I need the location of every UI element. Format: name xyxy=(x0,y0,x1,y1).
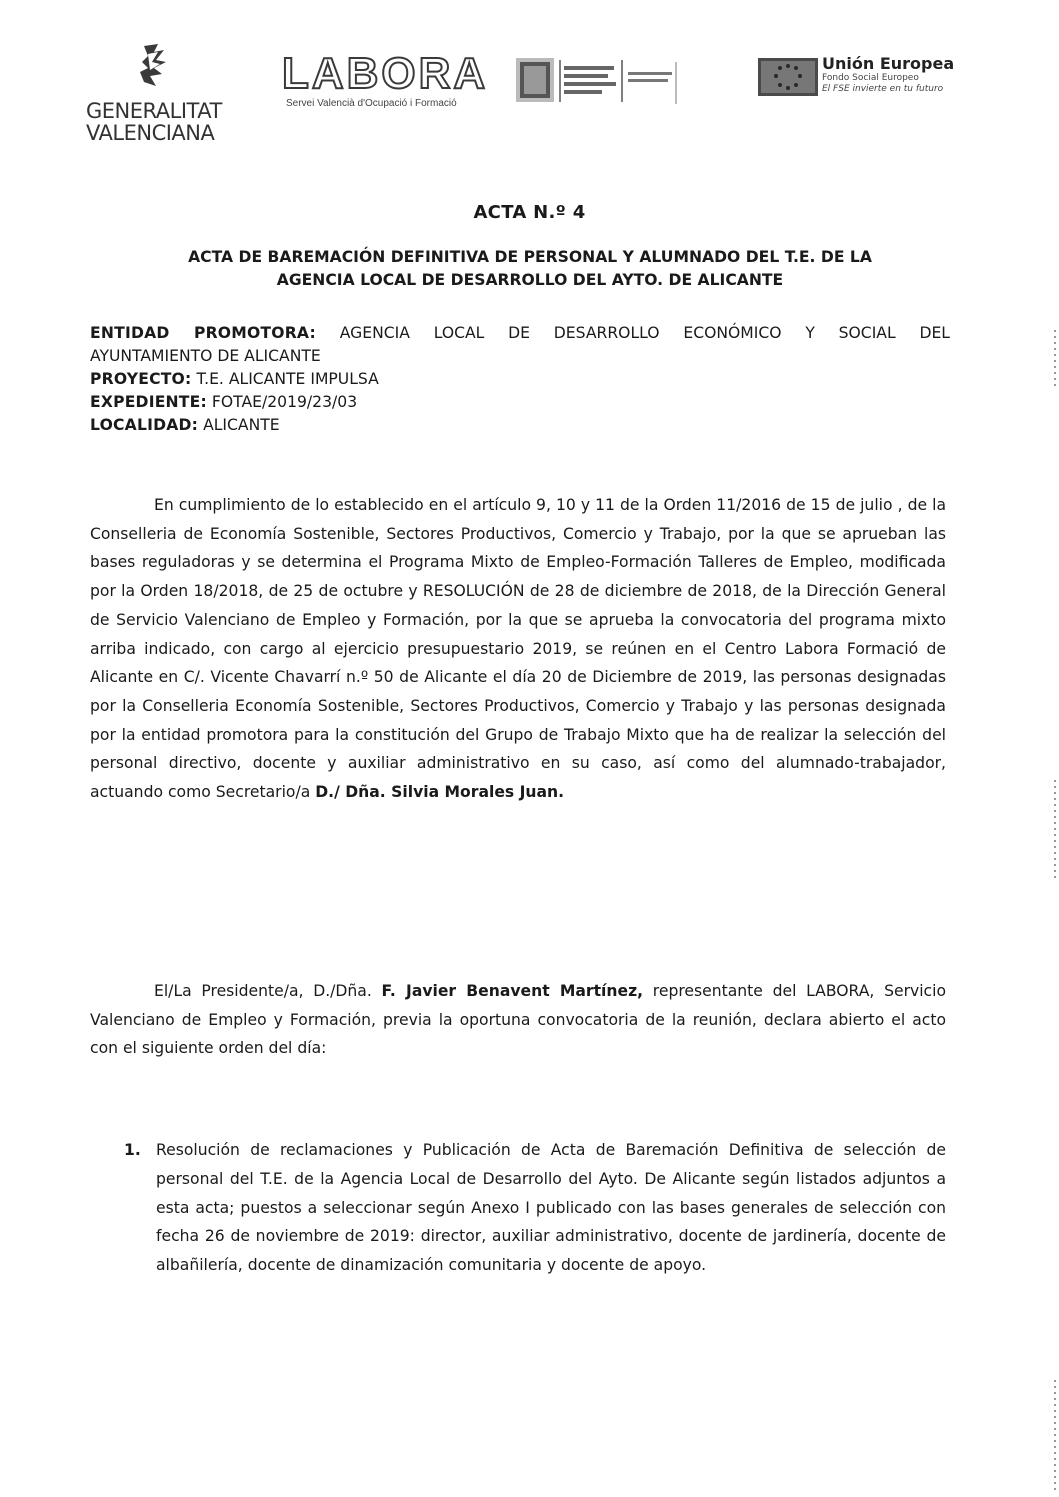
proyecto-row xyxy=(90,368,950,391)
generalitat-valenciana-logo xyxy=(86,42,226,154)
secretary-name: D./ Dña. Silvia Morales Juan. xyxy=(315,783,565,802)
paragraph-convocatoria xyxy=(90,491,946,807)
eu-fund: Fondo Social Europeo xyxy=(822,73,919,83)
localidad-row xyxy=(90,414,950,437)
proyecto-label: PROYECTO: xyxy=(90,370,192,388)
localidad-value: ALICANTE xyxy=(203,416,280,434)
paragraph2-post: representante del LABORA, Servicio Valenciano de Empleo y Formación, previa la oportuna convocatoria de la reunión, declara abierto el acto con el siguiente orden del día: xyxy=(90,982,946,1058)
labora-logo xyxy=(282,49,489,112)
generalitat-line2: VALENCIANA xyxy=(86,121,215,145)
acta-title-line1: ACTA DE BAREMACIÓN DEFINITIVA DE PERSONAL Y ALUMNADO DEL T.E. DE LA xyxy=(188,248,872,266)
scan-edge-mark xyxy=(1054,1380,1056,1490)
paragraph-presidente xyxy=(90,977,946,1063)
localidad-label: LOCALIDAD: xyxy=(90,416,199,434)
president-name: F. Javier Benavent Martínez, xyxy=(381,982,644,1000)
entidad-row xyxy=(90,322,950,345)
eu-slogan: El FSE invierte en tu futuro xyxy=(822,84,944,94)
expediente-value: FOTAE/2019/23/03 xyxy=(211,393,358,411)
expediente-label: EXPEDIENTE: xyxy=(90,393,207,411)
eu-flag-icon xyxy=(758,58,818,96)
agenda-item-text: Resolución de reclamaciones y Publicación de Acta de Baremación Definitiva de selección de personal del T.E. de la Agencia Local de Desarrollo del Ayto. De Alicante según listados adjuntos a esta acta; puestos a seleccionar según Anexo I publicado con las bases generales de selección con fecha 26 de noviembre de 2019: director, auxiliar administrativo, docente de jardinería, docente de albañilería, docente de dinamización comunitaria y docente de apoyo. xyxy=(156,1141,946,1275)
labora-subtitle: Servei Valencià d'Ocupació i Formació xyxy=(286,98,457,109)
labora-wordmark: LABORA xyxy=(282,49,489,98)
generalitat-emblem-icon xyxy=(136,42,172,92)
paragraph2-pre: El/La Presidente/a, D./Dña. xyxy=(154,982,372,1000)
acta-number: ACTA N.º 4 xyxy=(473,202,586,223)
eu-logo-text xyxy=(822,54,982,95)
paragraph1-text: En cumplimiento de lo establecido en el artículo 9, 10 y 11 de la Orden 11/2016 de 15 de julio , de la Conselleria de Economía Sostenible, Sectores Productivos, Comercio y Trabajo, por la que se aprueban las bases reguladoras y se determina el Programa Mixto de Empleo-Formación Talleres de Empleo, modificada por la Orden 18/2018, de 25 de octubre y RESOLUCIÓN de 28 de diciembre de 2018, de la Dirección General de Servicio Valenciano de Empleo y Formación, por la que se aprueba la convocatoria del programa mixto arriba indicado, con cargo al ejercicio presupuestario 2019, se reúnen en el Centro Labora Formació de Alicante en C/. Vicente Chavarrí n.º 50 de Alicante el día 20 de Diciembre de 2019, las personas designadas por la Conselleria Economía Sostenible, Sectores Productivos, Comercio y Trabajo y las personas designada por la entidad promotora para la constitución del Grupo de Trabajo Mixto que ha de realizar la selección del personal directivo, docente y auxiliar administrativo en su caso, así como del alumnado-trabajador, actuando como Secretario/a xyxy=(90,496,946,802)
entidad-label: ENTIDAD PROMOTORA: xyxy=(90,324,316,342)
generalitat-line1: GENERALITAT xyxy=(86,99,222,123)
agenda-item-number: 1. xyxy=(124,1141,141,1159)
entidad-value-line2: AYUNTAMIENTO DE ALICANTE xyxy=(90,347,321,365)
acta-title-line2: AGENCIA LOCAL DE DESARROLLO DEL AYTO. DE ALICANTE xyxy=(276,271,784,289)
gobierno-espana-logo xyxy=(516,56,678,106)
scan-edge-mark xyxy=(1054,330,1056,390)
eu-title: Unión Europea xyxy=(822,54,955,73)
expediente-row xyxy=(90,391,950,414)
info-block xyxy=(90,322,950,437)
entidad-value: AGENCIA LOCAL DE DESARROLLO ECONÓMICO Y SOCIAL DEL xyxy=(339,324,950,342)
proyecto-value: T.E. ALICANTE IMPULSA xyxy=(196,370,379,388)
scan-edge-mark xyxy=(1054,780,1056,880)
acta-title xyxy=(100,246,960,292)
generalitat-wordmark xyxy=(86,100,226,144)
